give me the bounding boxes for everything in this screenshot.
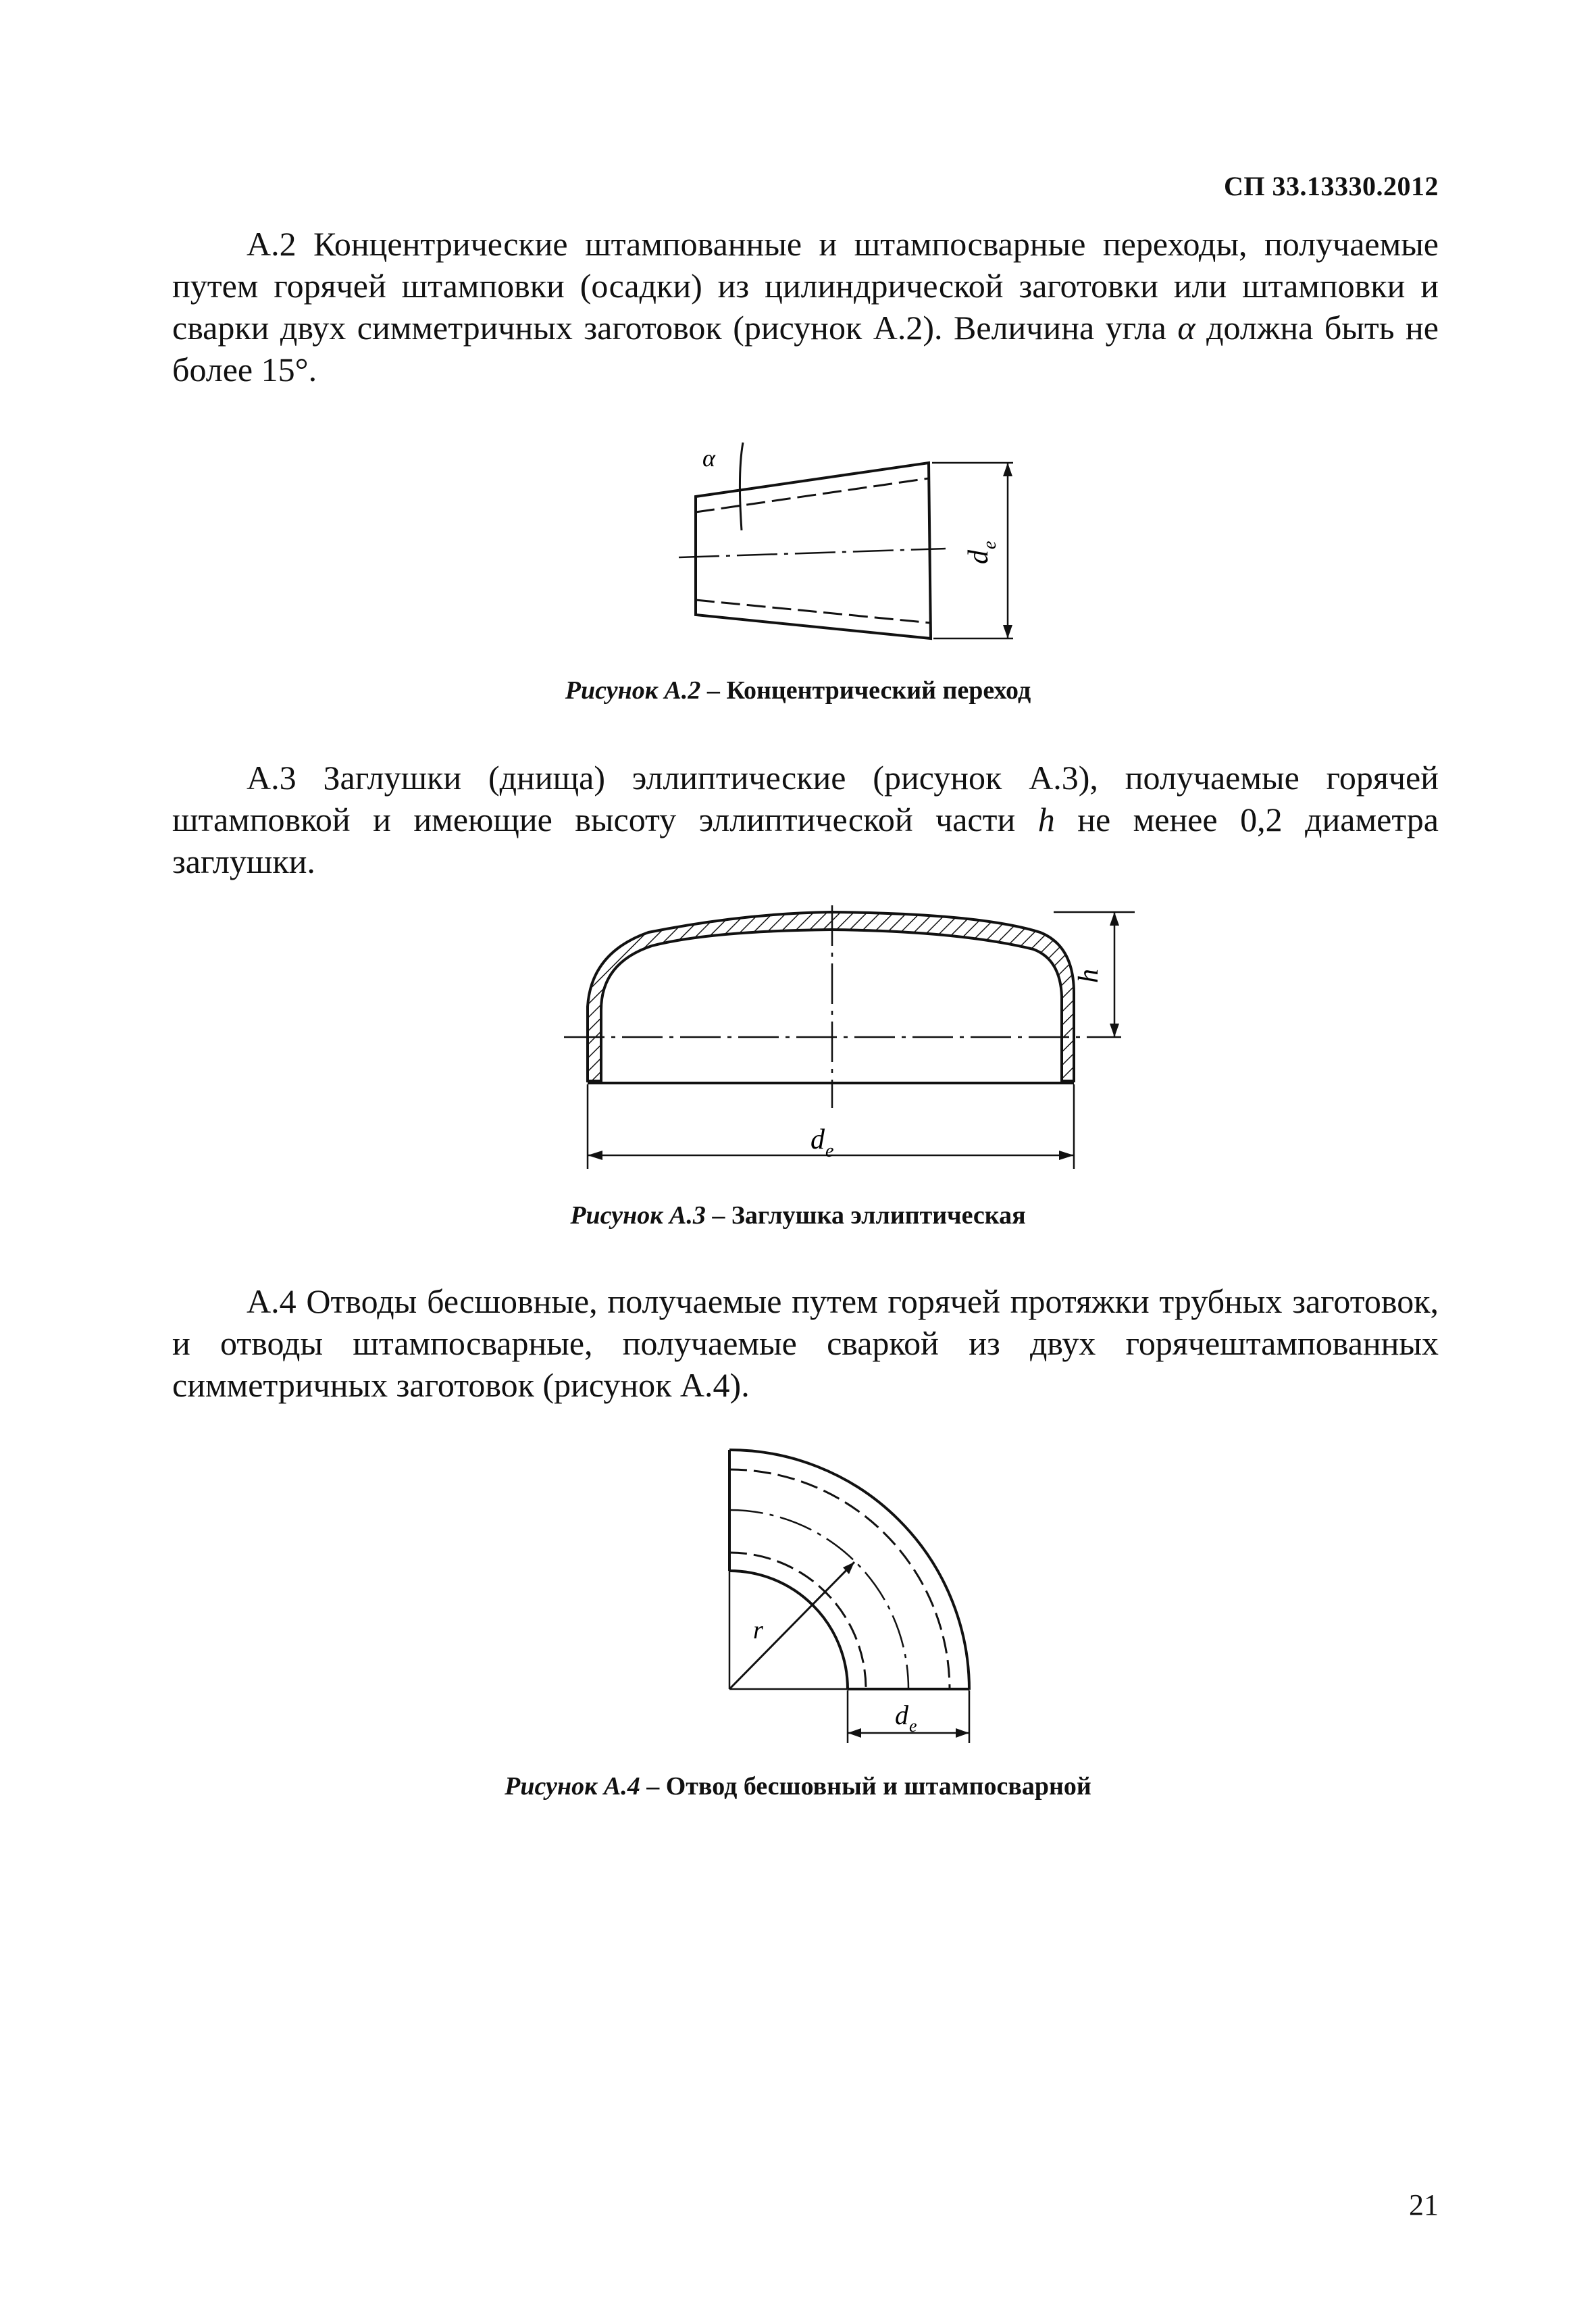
cap-shell [588, 912, 1074, 1081]
symbol-alpha: α [1177, 309, 1195, 347]
paragraph-a3-text-end: не менее 0,2 диаметра заглушки. [172, 801, 1439, 880]
radius-line [729, 1562, 854, 1689]
label-de-a2: d [963, 550, 994, 564]
label-de-a4-sub: e [909, 1716, 917, 1736]
caption-figure-a4: Рисунок А.4 – Отвод бесшовный и штампосварной [505, 1772, 1091, 1801]
label-h: h [1073, 969, 1104, 983]
label-de-a3: d [810, 1124, 825, 1155]
paragraph-a4: А.4 Отводы бесшовные, получаемые путем горячей протяжки трубных заготовок, и отводы штампосварные, получаемые сваркой из двух горячештампованных симметричных заготовок (рисунок А.4). [172, 1282, 1439, 1404]
symbol-h: h [1037, 801, 1055, 838]
document-code: СП 33.13330.2012 [1224, 171, 1439, 201]
caption-figure-a3: Рисунок А.3 – Заглушка эллиптическая [570, 1201, 1026, 1230]
label-de-a4: d [895, 1700, 908, 1730]
figure-a3-elliptical-cap [554, 892, 1162, 1176]
reducer-axis [679, 549, 946, 557]
page-number: 21 [1409, 2188, 1439, 2221]
angle-arc [740, 443, 743, 530]
figure-a4-bend [716, 1439, 1000, 1750]
paragraph-a2-text-end: должна быть не более 15°. [172, 309, 1439, 388]
label-de-a2-sub: e [979, 540, 1000, 549]
label-r: r [753, 1616, 763, 1644]
paragraph-a2 [172, 223, 1439, 391]
paragraph-a3-text: А.3 Заглушки (днища) эллиптические (рисунок А.3), получаемые горячей штамповкой и имеющие высоту эллиптической части [172, 759, 1439, 838]
figure-a2-concentric-reducer [662, 432, 1040, 649]
paragraph-a2-text: А.2 Концентрические штампованные и штампосварные переходы, получаемые путем горячей штамповки (осадки) из цилиндрической заготовки или штамповки и сварки двух симметричных заготовок (рисунок А.2). Величина угла [172, 225, 1439, 347]
label-de-a3-sub: e [825, 1140, 834, 1161]
reducer-inner-top [696, 478, 929, 512]
paragraph-a3 [172, 757, 1439, 882]
caption-figure-a2: Рисунок А.2 – Концентрический переход [565, 676, 1031, 705]
label-alpha: α [702, 445, 715, 472]
